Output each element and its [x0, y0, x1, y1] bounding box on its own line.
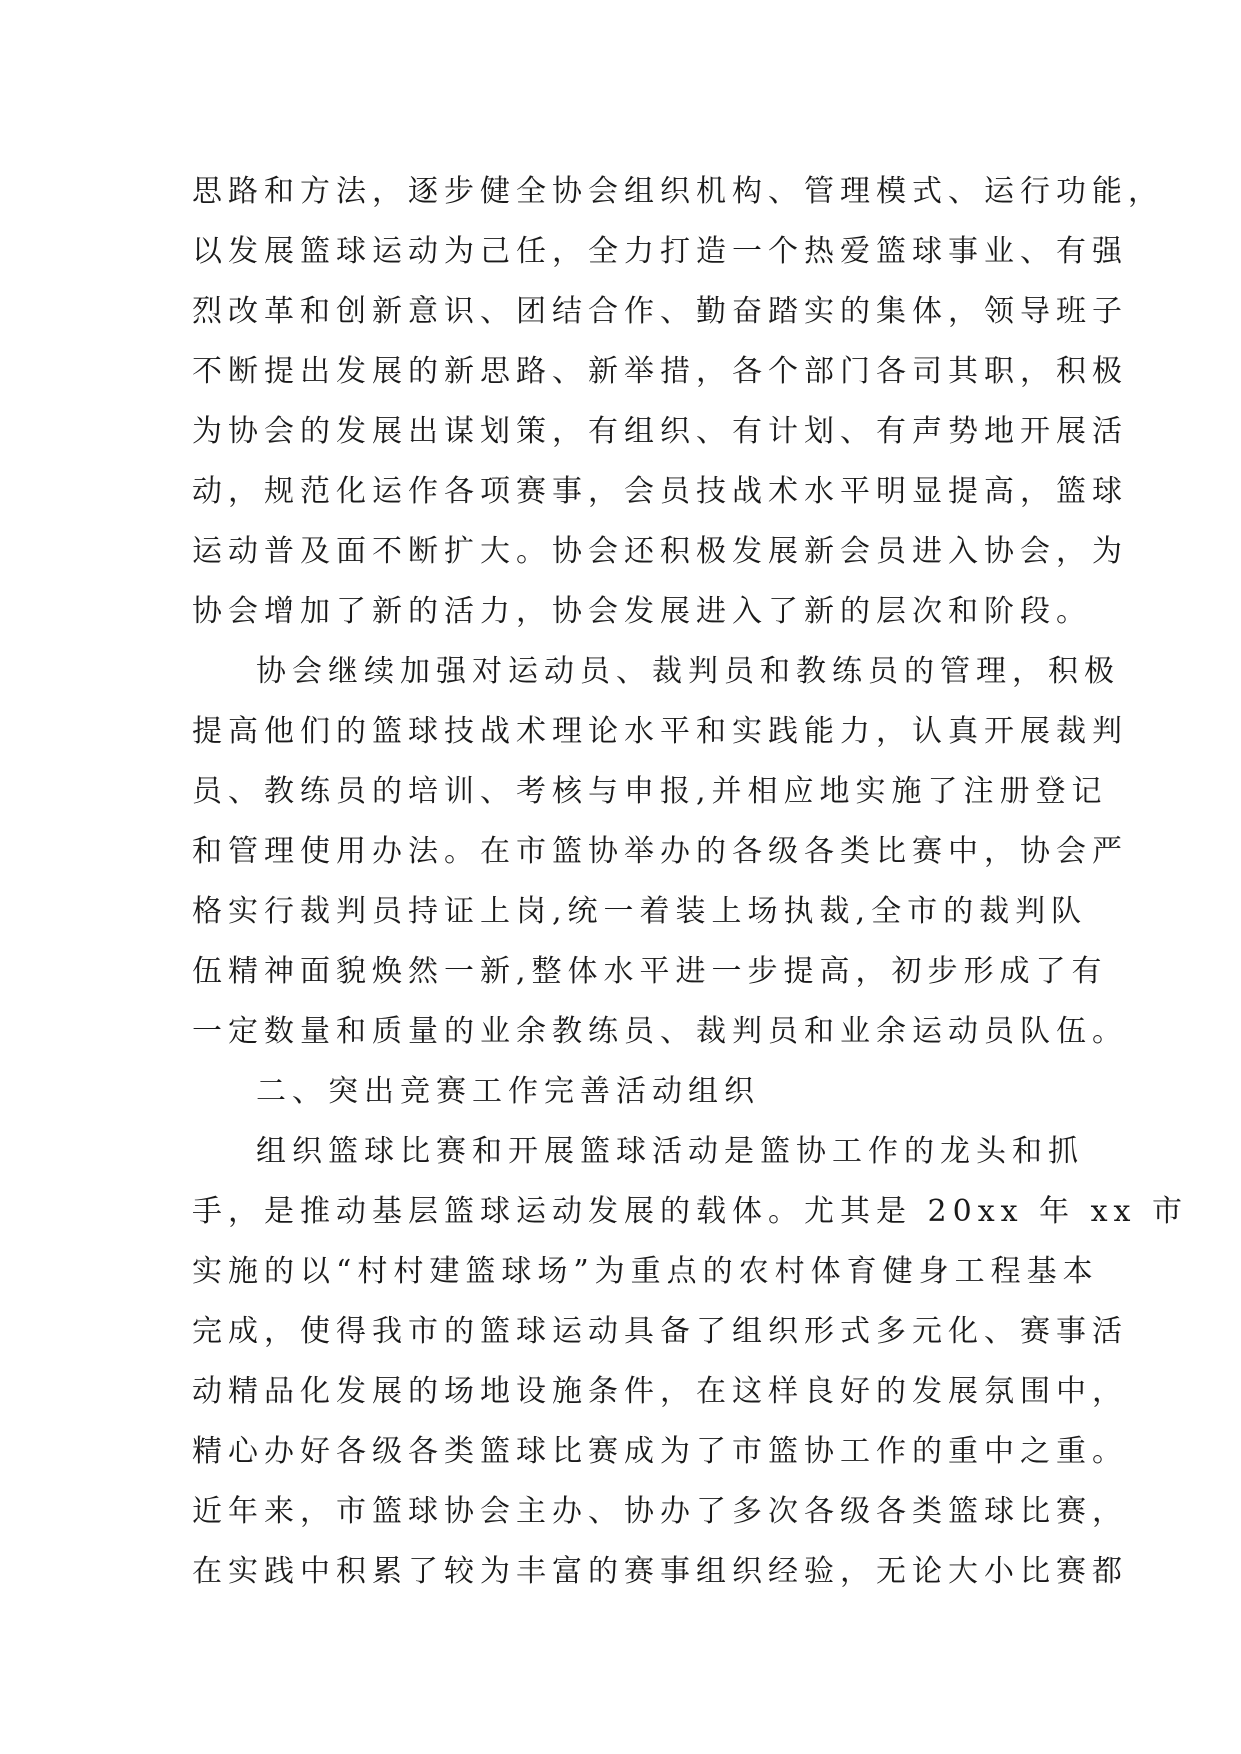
- text-line: 一定数量和质量的业余教练员、裁判员和业余运动员队伍。: [192, 1014, 1128, 1049]
- paragraph-first-line: 组织篮球比赛和开展篮球活动是篮协工作的龙头和抓: [256, 1134, 1084, 1169]
- text-line: 手，是推动基层篮球运动发展的载体。尤其是 20xx 年 xx 市: [192, 1194, 1188, 1229]
- text-line: 运动普及面不断扩大。协会还积极发展新会员进入协会，为: [192, 534, 1128, 569]
- text-line: 近年来，市篮球协会主办、协办了多次各级各类篮球比赛，: [192, 1494, 1128, 1529]
- text-line: 实施的以“村村建篮球场”为重点的农村体育健身工程基本: [192, 1254, 1099, 1289]
- text-line: 在实践中积累了较为丰富的赛事组织经验，无论大小比赛都: [192, 1554, 1128, 1589]
- paragraph-first-line: 协会继续加强对运动员、裁判员和教练员的管理，积极: [256, 654, 1120, 689]
- text-line: 动精品化发展的场地设施条件，在这样良好的发展氛围中，: [192, 1374, 1128, 1409]
- text-line: 格实行裁判员持证上岗,统一着装上场执裁,全市的裁判队: [192, 894, 1088, 929]
- text-line: 烈改革和创新意识、团结合作、勤奋踏实的集体，领导班子: [192, 294, 1128, 329]
- text-line: 动，规范化运作各项赛事，会员技战术水平明显提高，篮球: [192, 474, 1128, 509]
- text-line: 思路和方法，逐步健全协会组织机构、管理模式、运行功能，: [192, 174, 1164, 209]
- section-heading: 二、突出竞赛工作完善活动组织: [256, 1074, 760, 1109]
- text-line: 员、教练员的培训、考核与申报,并相应地实施了注册登记: [192, 774, 1108, 809]
- text-line: 精心办好各级各类篮球比赛成为了市篮协工作的重中之重。: [192, 1434, 1128, 1469]
- text-line: 提高他们的篮球技战术理论水平和实践能力，认真开展裁判: [192, 714, 1128, 749]
- text-line: 不断提出发展的新思路、新举措，各个部门各司其职，积极: [192, 354, 1128, 389]
- text-line: 伍精神面貌焕然一新,整体水平进一步提高，初步形成了有: [192, 954, 1108, 989]
- text-line: 协会增加了新的活力，协会发展进入了新的层次和阶段。: [192, 594, 1092, 629]
- text-line: 完成，使得我市的篮球运动具备了组织形式多元化、赛事活: [192, 1314, 1128, 1349]
- text-line: 和管理使用办法。在市篮协举办的各级各类比赛中，协会严: [192, 834, 1128, 869]
- text-line: 以发展篮球运动为己任，全力打造一个热爱篮球事业、有强: [192, 234, 1128, 269]
- text-line: 为协会的发展出谋划策，有组织、有计划、有声势地开展活: [192, 414, 1128, 449]
- body-text: [192, 162, 1188, 1602]
